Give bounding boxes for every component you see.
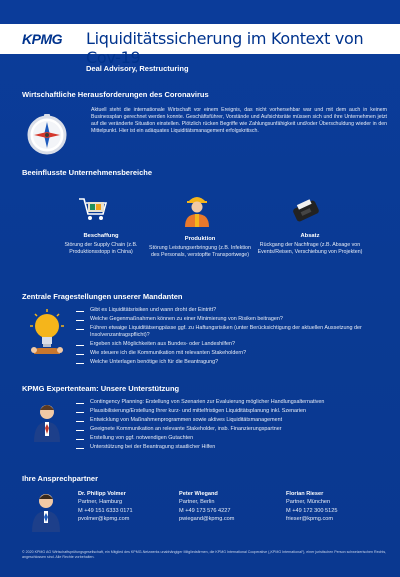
questions-heading: Zentrale Fragestellungen unserer Mandanten: [22, 292, 183, 301]
impact-area-title: Beschaffung: [83, 233, 119, 239]
list-item: Unterstützung bei der Beantragung staatlicher Hilfen: [76, 443, 388, 452]
experts-list: [76, 398, 388, 452]
impact-area-production: [145, 236, 255, 259]
list-item: Ergeben sich Möglichkeiten aus Bundes- oder Landeshilfen?: [76, 340, 388, 349]
challenges-text: Aktuell steht die internationale Wirtschaft vor einem Ereignis, das nicht vorhersehbar war und mit dem auch in keinem Businessplan gerechnet werden konnte. Geschäftsführer, Vorstände und Aufsichtsräte müssen sich und ihre Unternehmen jetzt auf die veränderte Situation einstellen. Plötzlich rücken Begriffe wie Zahlungsunfähigkeit und/oder Überschuldung wieder in den Mittelpunkt. Hier ist ein adäquates Liquiditätsmanagement erfolgskritisch.: [91, 107, 387, 135]
card-terminal-icon: [288, 192, 322, 226]
contact-card: [179, 490, 279, 523]
impact-area-sales: [255, 233, 365, 256]
legal-footer: © 2020 KPMG AG Wirtschaftsprüfungsgesellschaft, ein Mitglied des KPMG-Netzwerks unabhängiger Mitgliedsfirmen, die KPMG International Cooperative („KPMG International“), einer juristischen Person schweizerischen Rechts, angeschlossen sind. Alle Rechte vorbehalten.: [22, 550, 387, 559]
impacted-heading: Beeinflusste Unternehmensbereiche: [22, 168, 153, 177]
contact-role: Partner, Berlin: [179, 499, 215, 506]
impact-area-procurement: [46, 233, 156, 256]
page-title: Liquiditätssicherung im Kontext von Cov-19: [86, 29, 364, 67]
impact-area-desc: Rückgang der Nachfrage (z.B. Absage von Events/Reisen, Verschiebung von Projekten): [257, 242, 363, 255]
impact-area-title: Absatz: [300, 233, 320, 239]
contact-name: Florian Rieser: [286, 491, 324, 497]
contact-email[interactable]: frieser@kpmg.com: [286, 515, 334, 522]
list-item: Contingency Planning: Erstellung von Szenarien zur Evaluierung möglicher Handlungsalternativen: [76, 398, 388, 407]
list-item: Wie steuere ich die Kommunikation mit relevanten Stakeholdern?: [76, 349, 388, 358]
impact-area-desc: Störung der Supply Chain (z.B. Produktionsstopp in China): [64, 242, 138, 255]
list-item: Erstellung von ggf. notwendigen Gutachten: [76, 434, 388, 443]
contact-email[interactable]: pvolmer@kpmg.com: [78, 515, 130, 522]
contact-role: Partner, Hamburg: [78, 499, 123, 506]
challenges-heading: Wirtschaftliche Herausforderungen des Coronavirus: [22, 90, 209, 99]
list-item: Geeignete Kommunikation an relevante Stakeholder, insb. Finanzierungspartner: [76, 425, 388, 434]
list-item: Führen etwaige Liquiditätsengpässe ggf. zu Haftungsrisiken (unter Berücksichtigung der aktuellen Aussetzung der Insolvenzantragspflicht)?: [76, 324, 388, 340]
contact-name: Dr. Philipp Volmer: [78, 491, 126, 497]
contacts-heading: Ihre Ansprechpartner: [22, 474, 98, 483]
lightbulb-icon: [26, 308, 68, 356]
list-item: Plausibilisierung/Erstellung Ihrer kurz- und mittelfristigen Liquiditätsplanung inkl. Szenarien: [76, 407, 388, 416]
list-item: Welche Gegenmaßnahmen können zu einer Minimierung von Risiken beitragen?: [76, 315, 388, 324]
contact-role: Partner, München: [286, 499, 331, 506]
compass-icon: [24, 112, 70, 158]
contact-phone: M +49 173 576 4227: [179, 507, 231, 514]
shopping-cart-icon: [76, 192, 110, 226]
questions-list: [76, 306, 388, 367]
contact-phone: M +49 151 6333 0171: [78, 507, 133, 514]
person-icon: [24, 490, 68, 534]
experts-heading: KPMG Expertenteam: Unsere Unterstützung: [22, 384, 180, 393]
impact-area-desc: Störung Leistungserbringung (z.B. Infektion des Personals, verstopfte Transportwege): [149, 245, 251, 258]
worker-icon: [180, 190, 214, 228]
contact-card: [78, 490, 178, 523]
list-item: Entwicklung von Maßnahmenprogrammen sowie aktives Liquiditätsmanagement: [76, 416, 388, 425]
contact-name: Peter Wiegand: [179, 491, 218, 497]
contact-phone: M +49 172 300 5125: [286, 507, 338, 514]
contact-email[interactable]: pwiegand@kpmg.com: [179, 515, 235, 522]
kpmg-logo: KPMG: [22, 31, 62, 47]
list-item: Welche Unterlagen benötige ich für die Beantragung?: [76, 358, 388, 367]
impact-area-title: Produktion: [184, 236, 216, 242]
contact-card: [286, 490, 386, 523]
page-subtitle: Deal Advisory, Restructuring: [86, 64, 189, 73]
team-icon: [26, 400, 68, 446]
list-item: Gibt es Liquiditätsrisiken und wann droht der Eintritt?: [76, 306, 388, 315]
